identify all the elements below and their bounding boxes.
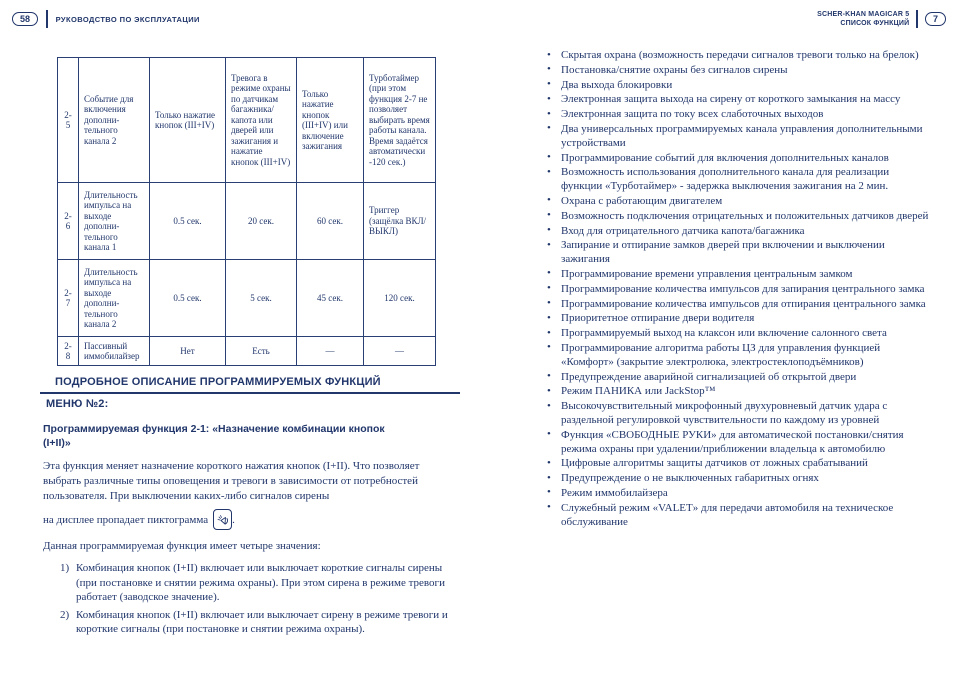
function-value-cell: Только нажатие кнопок (III+IV)	[150, 58, 226, 183]
programming-functions-table	[57, 57, 436, 366]
siren-icon	[213, 509, 232, 530]
numbered-list	[40, 561, 460, 637]
left-page-text	[40, 376, 460, 637]
list-item: • Цифровые алгоритмы защиты датчиков от ложных срабатываний	[545, 457, 931, 471]
page-number-badge-left: 58	[12, 12, 38, 26]
function-value-cell: Нет	[150, 337, 226, 366]
list-item: • Программирование количества импульсов для запирания центрального замка	[545, 283, 931, 297]
product-name: SCHER-KHAN MAGICAR 5	[817, 11, 910, 18]
list-item: • Охрана с работающим двигателем	[545, 195, 931, 209]
function-id-cell: 2-5	[58, 58, 79, 183]
function-name-cell: Событие для включения дополни- тельного канала 2	[79, 58, 150, 183]
list-item: • Два универсальных программируемых канала управления дополнительными устройствами	[545, 123, 931, 151]
numbered-item-text: Комбинация кнопок (I+II) включает или выключает сирену в режиме тревоги и короткие сигналы (при постановке и снятии режима охраны).	[76, 608, 448, 635]
list-item: • Возможность использования дополнительного канала для реализации функции «Турботаймер» - задержка выключения зажигания на 2 мин.	[545, 166, 931, 194]
function-value-cell: 120 сек.	[364, 260, 436, 337]
paragraph: Эта функция меняет назначение короткого нажатия кнопок (I+II). Что позволяет выбрать различные типы оповещения и тревоги в зависимости от потребностей пользователя. При выключении каких-либо сигналов сирены	[43, 460, 420, 502]
function-id-cell: 2-7	[58, 260, 79, 337]
function-name-cell: Длительность импульса на выходе дополни- тельного канала 1	[79, 183, 150, 260]
list-item: • Возможность подключения отрицательных и положительных датчиков дверей	[545, 210, 931, 224]
function-value-cell: Только нажатие кнопок (III+IV) или включение зажигания	[297, 58, 364, 183]
function-id-cell: 2-8	[58, 337, 79, 366]
table-row	[58, 58, 436, 183]
function-value-cell: Триггер (защёлка ВКЛ/ВЫКЛ)	[364, 183, 436, 260]
function-name-cell: Длительность импульса на выходе дополни- тельного канала 2	[79, 260, 150, 337]
list-item: • Предупреждение аварийной сигнализацией об открытой двери	[545, 371, 931, 385]
pictogram-text: на дисплее пропадает пиктограмма	[43, 513, 209, 526]
function-value-cell: 5 сек.	[226, 260, 297, 337]
list-item: • Функция «СВОБОДНЫЕ РУКИ» для автоматической постановки/снятия режима охраны при удалении/приближении владельца к автомобилю	[545, 429, 931, 457]
list-item: • Режим иммобилайзера	[545, 487, 931, 501]
header-divider-left	[46, 10, 48, 28]
section-name: СПИСОК ФУНКЦИЙ	[840, 20, 910, 27]
header-title-left: РУКОВОДСТВО ПО ЭКСПЛУАТАЦИИ	[55, 14, 200, 24]
list-item: • Служебный режим «VALET» для передачи автомобиля на техническое обслуживание	[545, 502, 931, 530]
function-subheading: Программируемая функция 2-1: «Назначение комбинации кнопок (I+II)»	[43, 423, 385, 449]
list-item: • Программируемый выход на клаксон или включение салонного света	[545, 327, 931, 341]
function-value-cell: Есть	[226, 337, 297, 366]
list-item: • Электронная защита выхода на сирену от короткого замыкания на массу	[545, 93, 931, 107]
list-item: • Электронная защита по току всех слаботочных выходов	[545, 108, 931, 122]
numbered-item-marker: 1)	[60, 562, 70, 574]
table-row	[58, 337, 436, 366]
numbered-item-marker: 2)	[60, 608, 70, 621]
header-title-right	[817, 10, 909, 28]
header-divider-right	[916, 10, 918, 28]
page-number-badge-right: 7	[925, 12, 946, 26]
section-heading-menu: МЕНЮ №2:	[46, 398, 109, 410]
list-item: • Предупреждение о не выключенных габаритных огнях	[545, 472, 931, 486]
function-value-cell: Тревога в режиме охраны по датчикам багажника/ капота или дверей или зажигания и нажатие кнопок (III+IV)	[226, 58, 297, 183]
function-name-cell: Пассивный иммобилайзер	[79, 337, 150, 366]
numbered-item	[60, 608, 460, 637]
list-item: • Режим ПАНИКА или JackStop™	[545, 385, 931, 399]
function-value-cell: 20 сек.	[226, 183, 297, 260]
section-heading: ПОДРОБНОЕ ОПИСАНИЕ ПРОГРАММИРУЕМЫХ ФУНКЦИЙ	[40, 376, 460, 394]
paragraph: Данная программируемая функция имеет четыре значения:	[43, 540, 321, 552]
function-value-cell: 0.5 сек.	[150, 260, 226, 337]
function-list	[545, 49, 931, 530]
table-row	[58, 260, 436, 337]
list-item: • Программирование времени управления центральным замком	[545, 268, 931, 282]
list-item: • Запирание и отпирание замков дверей при включении и выключении зажигания	[545, 239, 931, 267]
list-item: • Программирование алгоритма работы ЦЗ для управления функцией «Комфорт» (закрытие электролюка, электростеклоподъёмников)	[545, 342, 931, 370]
function-id-cell: 2-6	[58, 183, 79, 260]
table-row	[58, 183, 436, 260]
function-value-cell: 60 сек.	[297, 183, 364, 260]
list-item: • Приоритетное отпирание двери водителя	[545, 312, 931, 326]
list-item: • Вход для отрицательного датчика капота/багажника	[545, 225, 931, 239]
list-item: • Программирование количества импульсов для отпирания центрального замка	[545, 298, 931, 312]
pictogram-period: .	[232, 513, 235, 526]
list-item: • Скрытая охрана (возможность передачи сигналов тревоги только на брелок)	[545, 49, 931, 63]
header-right	[817, 10, 946, 28]
list-item: • Постановка/снятие охраны без сигналов сирены	[545, 64, 931, 78]
function-value-cell: Турботаймер (при этом функция 2-7 не позволяет выбирать время работы канала. Время задаётся автоматически -120 сек.)	[364, 58, 436, 183]
function-value-cell: —	[364, 337, 436, 366]
pictogram-line	[40, 509, 460, 530]
function-value-cell: 45 сек.	[297, 260, 364, 337]
list-item: • Программирование событий для включения дополнительных каналов	[545, 152, 931, 166]
numbered-item-text: Комбинация кнопок (I+II) включает или выключает короткие сигналы сирены (при постановке и снятии режима охраны). При этом сирена в режиме тревоги работает (заводское значение).	[76, 562, 445, 603]
function-value-cell: 0.5 сек.	[150, 183, 226, 260]
list-item: • Два выхода блокировки	[545, 79, 931, 93]
function-value-cell: —	[297, 337, 364, 366]
numbered-item	[60, 561, 460, 605]
header-left	[12, 10, 200, 28]
list-item: • Высокочувствительный микрофонный двухуровневый датчик удара с раздельной регулировкой чувствительности по каждому из уровней	[545, 400, 931, 428]
